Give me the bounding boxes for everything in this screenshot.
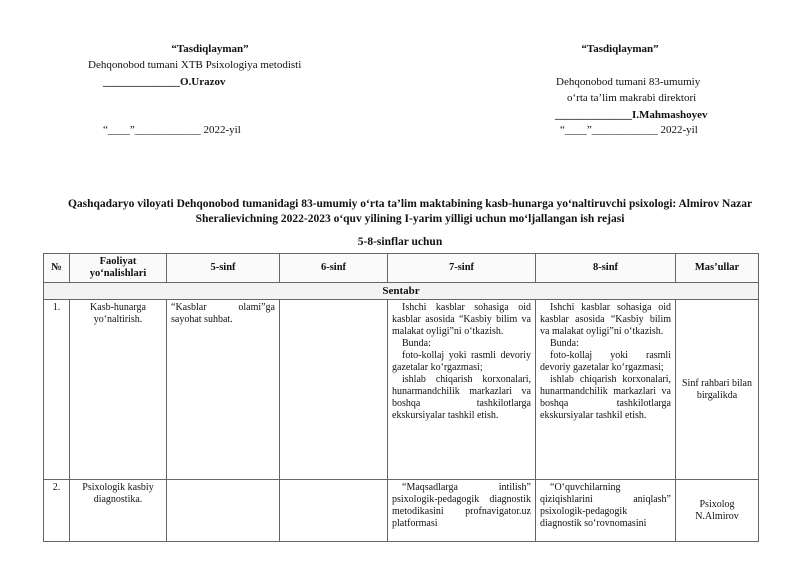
row-responsible: Sinf rahbari bilan birgalikda [676, 300, 759, 480]
table-header-row [44, 254, 759, 283]
column-header-grade8: 8-sinf [536, 254, 676, 283]
left-approver-position: Dehqonobod tumani XTB Psixologiya metodisti [88, 59, 302, 71]
row-grade7 [388, 300, 536, 480]
table-row [44, 480, 759, 542]
document-title: Qashqadaryo viloyati Dehqonobod tumanidagi 83-umumiy o‘rta ta’lim maktabining kasb-hunarga yo‘naltiruvchi psixologi: Almirov Nazar Sheralievichning 2022-2023 o‘quv yilining I-yarim yilligi uchun mo‘ljallangan ish rejasi [67, 198, 753, 225]
right-approver-position-line2: o‘rta ta’lim makrabi direktori [567, 92, 697, 104]
row-grade5 [167, 480, 280, 542]
grade8-paragraph: Ishchi kasblar sohasiga oid kasblar asosida “Kasbiy bilim va malakat oyligi”ni o‘tkazish. [540, 302, 671, 337]
row-grade7: “Maqsadlarga intilish” psixologik-pedagogik diagnostik metodikasini profnavigator.uz platformasi [388, 480, 536, 542]
right-approval-date: “____”____________ 2022-yil [560, 124, 698, 136]
row-number: 2. [44, 480, 70, 542]
right-approver-signature: ______________I.Mahmashoyev [555, 109, 708, 121]
left-approval-date: “____”____________ 2022-yil [103, 124, 241, 136]
grade8-paragraph: ishlab chiqarish korxonalari, hunarmandchilik markazlari va boshqa tashkilotlarga ekskursiyalar tashkil etish. [540, 374, 671, 421]
column-header-direction: Faoliyat yo‘nalishlari [70, 254, 167, 283]
right-approval-heading: “Tasdiqlayman” [581, 43, 659, 55]
month-label: Sentabr [44, 283, 759, 300]
column-header-responsible: Mas’ullar [676, 254, 759, 283]
column-header-grade5: 5-sinf [167, 254, 280, 283]
grade7-paragraph: Ishchi kasblar sohasiga oid kasblar asosida “Kasbiy bilim va malakat oyligi”ni o‘tkazish. [392, 302, 531, 337]
row-grade6 [280, 300, 388, 480]
row-direction: Psixologik kasbiy diagnostika. [70, 480, 167, 542]
row-number: 1. [44, 300, 70, 480]
row-grade8: “O‘quvchilarning qiziqishlarini aniqlash” psixologik-pedagogik diagnostik so‘rovnomasini [536, 480, 676, 542]
document-subtitle: 5-8-sinflar uchun [357, 236, 443, 248]
row-direction: Kasb-hunarga yo‘naltirish. [70, 300, 167, 480]
grade7-paragraph: ishlab chiqarish korxonalari, hunarmandchilik markazlari va boshqa tashkilotlarga ekskursiyalar tashkil etish. [392, 374, 531, 421]
row-responsible: Psixolog N.Almirov [676, 480, 759, 542]
column-header-grade7: 7-sinf [388, 254, 536, 283]
grade8-paragraph: foto-kollaj yoki rasmli devoriy gazetalar ko‘rgazmasi; [540, 350, 671, 373]
left-approval-heading: “Tasdiqlayman” [171, 43, 249, 55]
column-header-number: № [44, 254, 70, 283]
table-row [44, 300, 759, 480]
grade7-paragraph: foto-kollaj yoki rasmli devoriy gazetalar ko‘rgazmasi; [392, 350, 531, 373]
row-grade5: “Kasblar olami”ga sayohat suhbat. [167, 300, 280, 480]
work-plan-table [43, 253, 759, 542]
right-approver-position-line1: Dehqonobod tumani 83-umumiy [556, 76, 701, 88]
left-approver-signature: ______________O.Urazov [103, 76, 226, 88]
grade8-paragraph: Bunda: [550, 338, 579, 349]
grade7-paragraph: Bunda: [402, 338, 431, 349]
column-header-grade6: 6-sinf [280, 254, 388, 283]
month-row [44, 283, 759, 300]
row-grade6 [280, 480, 388, 542]
row-grade8 [536, 300, 676, 480]
